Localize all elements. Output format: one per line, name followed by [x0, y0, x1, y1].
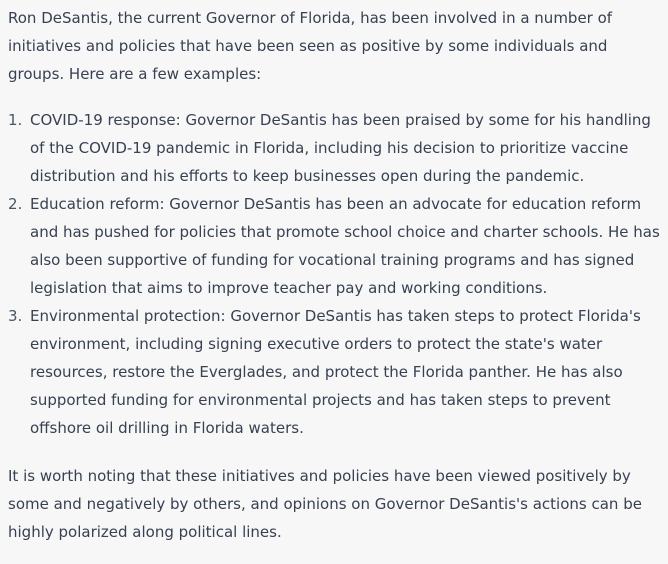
intro-paragraph: Ron DeSantis, the current Governor of Florida, has been involved in a number of initiatives and policies that have been seen as positive by some individuals and groups. Here are a few examples:: [8, 9, 613, 83]
list-item-text: COVID-19 response: Governor DeSantis has been praised by some for his handling of the COVID-19 pandemic in Florida, including his decision to prioritize vaccine distribution and his efforts to keep businesses open during the pandemic.: [30, 111, 651, 185]
list-item-number: 1.: [8, 111, 23, 129]
list-item-number: 3.: [8, 307, 23, 325]
list-item: [8, 302, 668, 442]
examples-list: [8, 106, 668, 442]
list-item: [8, 190, 668, 302]
list-item: [8, 106, 668, 190]
list-item-text: Education reform: Governor DeSantis has been an advocate for education reform and has pushed for policies that promote school choice and charter schools. He has also been supportive of funding for vocational training programs and has signed legislation that aims to improve teacher pay and working conditions.: [30, 195, 660, 297]
conclusion-paragraph: It is worth noting that these initiatives and policies have been viewed positively by some and negatively by others, and opinions on Governor DeSantis's actions can be highly polarized along political lines.: [8, 467, 642, 541]
list-item-text: Environmental protection: Governor DeSantis has taken steps to protect Florida's environment, including signing executive orders to protect the state's water resources, restore the Everglades, and protect the Florida panther. He has also supported funding for environmental projects and has taken steps to prevent offshore oil drilling in Florida waters.: [30, 307, 641, 437]
list-item-number: 2.: [8, 195, 23, 213]
